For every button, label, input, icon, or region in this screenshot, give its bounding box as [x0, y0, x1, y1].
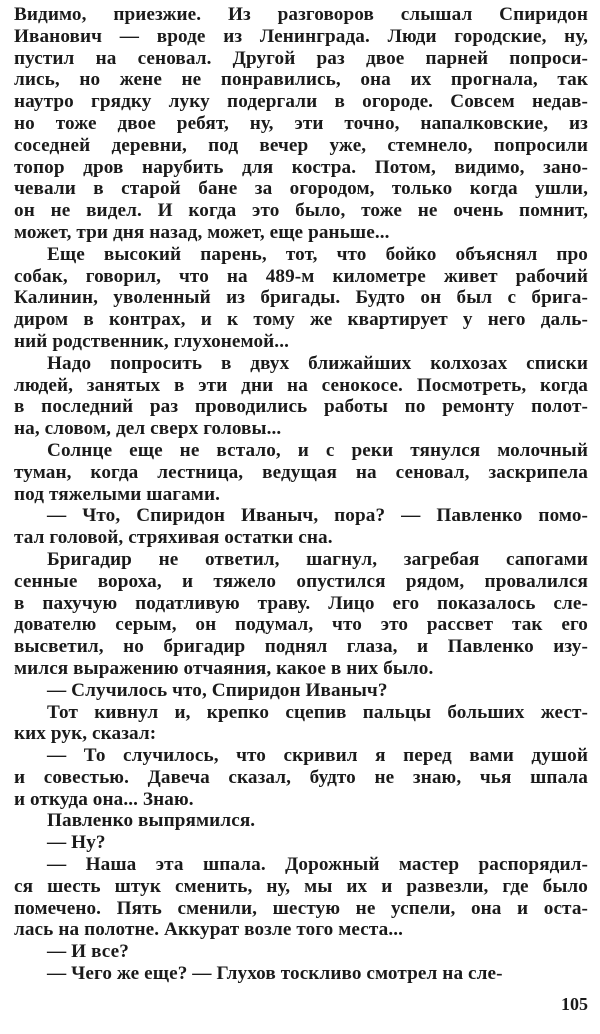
text-line: — Что, Спиридон Иваныч, пора? — Павленко помо-: [47, 505, 588, 527]
text-line: Солнце еще не встало, и с реки тянулся молочный: [47, 439, 588, 461]
text-line: на, словом, дел сверх головы...: [14, 418, 282, 440]
text-line: лась на полотне. Аккурат возле того места...: [14, 919, 404, 941]
paragraph: [14, 854, 588, 941]
text-line: ний родственник, глухонемой...: [14, 330, 289, 352]
text-line: но тоже двое ребят, ну, эти точно, напалковские, из: [14, 112, 588, 134]
paragraph: [14, 549, 588, 680]
text-line: под тяжелыми шагами.: [14, 483, 221, 505]
text-line: Тот кивнул и, крепко сцепив пальцы больших жест-: [47, 701, 588, 723]
paragraph: [14, 440, 588, 505]
text-line: сенные вороха, и тяжело опустился рядом, провалился: [14, 570, 588, 592]
paragraph: [14, 4, 588, 244]
text-line: диром в контрах, и к тому же квартирует у него даль-: [14, 309, 588, 331]
text-line: дователю серым, он подумал, что это рассвет так его: [14, 614, 588, 636]
text-line: Надо попросить в двух ближайших колхозах списки: [47, 352, 588, 374]
text-line: — То случилось, что скривил я перед вами душой: [47, 745, 588, 767]
text-line: топор дров нарубить для костра. Потом, видимо, зано-: [14, 156, 588, 178]
text-line: — Чего же еще? — Глухов тоскливо смотрел на сле-: [47, 963, 503, 985]
text-line: мился выражению отчаяния, какое в них было.: [14, 657, 434, 679]
text-line: — Ну?: [47, 832, 106, 854]
paragraph: [14, 505, 588, 549]
paragraph: [14, 702, 588, 746]
text-line: чевали в старой бане за огородом, только когда ушли,: [14, 178, 588, 200]
paragraph: [14, 353, 588, 440]
text-line: Бригадир не ответил, шагнул, загребая сапогами: [47, 548, 588, 570]
paragraph: [14, 941, 588, 963]
text-line: соседней деревни, под вечер уже, стемнело, попросили: [14, 134, 588, 156]
text-line: может, три дня назад, может, еще раньше...: [14, 221, 390, 243]
text-line: лись, но жене не понравились, она их прогнала, так: [14, 69, 588, 91]
book-page-text: [14, 4, 588, 985]
text-line: наутро грядку луку подергали в огороде. Совсем недав-: [14, 91, 588, 113]
text-line: тал головой, стряхивая остатки сна.: [14, 527, 333, 549]
text-line: в последний раз проводились работы по ремонту полот-: [14, 396, 588, 418]
text-line: ся шесть штук сменить, ну, мы их и развезли, где было: [14, 875, 588, 897]
text-line: и совестью. Давеча сказал, будто не знаю, чья шпала: [14, 766, 588, 788]
text-line: высветил, но бригадир поднял глаза, и Павленко изу-: [14, 636, 588, 658]
text-line: Павленко выпрямился.: [47, 810, 256, 832]
text-line: людей, занятых в эти дни на сенокосе. Посмотреть, когда: [14, 374, 588, 396]
paragraph: [14, 680, 588, 702]
paragraph: [14, 745, 588, 810]
text-line: помечено. Пять сменили, шестую не успели, она и оста-: [14, 897, 588, 919]
text-line: Еще высокий парень, тот, что бойко объяснял про: [47, 243, 588, 265]
text-line: Калинин, уволенный из бригады. Будто он был с брига-: [14, 287, 588, 309]
text-line: Видимо, приезжие. Из разговоров слышал Спиридон: [14, 4, 588, 25]
text-line: ких рук, сказал:: [14, 723, 157, 745]
paragraph: [14, 810, 588, 832]
text-line: Иванович — вроде из Ленинграда. Люди городские, ну,: [14, 25, 588, 47]
text-line: — И все?: [47, 941, 129, 963]
text-line: пустил на сеновал. Другой раз двое парней попроси-: [14, 47, 588, 69]
text-line: собак, говорил, что на 489-м километре живет рабочий: [14, 265, 588, 287]
text-line: туман, когда лестница, ведущая на сеновал, заскрипела: [14, 461, 588, 483]
text-line: и откуда она... Знаю.: [14, 788, 194, 810]
text-line: он не видел. И когда это было, тоже не очень помнит,: [14, 200, 588, 222]
text-line: — Наша эта шпала. Дорожный мастер распорядил-: [47, 854, 588, 876]
paragraph: [14, 832, 588, 854]
paragraph: [14, 963, 588, 985]
page-number: 105: [561, 994, 588, 1014]
paragraph: [14, 244, 588, 353]
text-line: — Случилось что, Спиридон Иваныч?: [47, 679, 388, 701]
text-line: в пахучую податливую траву. Лицо его показалось сле-: [14, 592, 588, 614]
